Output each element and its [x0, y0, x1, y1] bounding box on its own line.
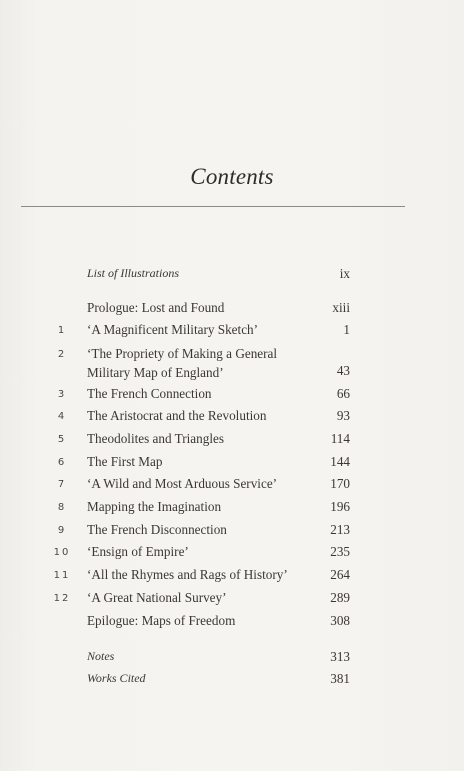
entry-page-number: 170: [330, 476, 350, 491]
entry-page-number: 196: [330, 499, 350, 514]
chapter-number: 4: [57, 411, 67, 422]
entry-title: Mapping the Imagination: [87, 499, 222, 514]
entry-page-number: 308: [330, 613, 350, 628]
entry-page-number: 66: [336, 386, 350, 401]
entry-page-number: 289: [330, 590, 350, 605]
chapter-number: 3: [57, 389, 67, 400]
chapter-number: 11: [53, 570, 71, 581]
chapter-number: 10: [53, 547, 71, 558]
entry-title: ‘A Wild and Most Arduous Service’: [87, 476, 278, 491]
entry-page-number: ix: [339, 266, 350, 281]
entry-page-number: xiii: [332, 300, 350, 315]
title-divider: [21, 206, 405, 207]
entry-title: ‘A Magnificent Military Sketch’: [87, 322, 259, 337]
entry-title: Theodolites and Triangles: [87, 431, 224, 446]
entry-title: ‘Ensign of Empire’: [87, 544, 189, 559]
entry-title: Notes: [87, 649, 115, 663]
entry-title: The French Disconnection: [87, 522, 227, 537]
chapter-number: 2: [57, 349, 67, 360]
entry-page-number: 93: [336, 408, 350, 423]
entry-page-number: 264: [330, 567, 350, 582]
page-title: Contents: [190, 164, 274, 189]
entry-page-number: 114: [330, 431, 350, 446]
entry-title: List of Illustrations: [87, 266, 180, 280]
chapter-number: 7: [57, 479, 67, 490]
chapter-number: 8: [57, 502, 67, 513]
entry-title: Prologue: Lost and Found: [87, 300, 225, 315]
entry-page-number: 43: [336, 363, 350, 378]
chapter-number: 9: [57, 525, 67, 536]
entry-title: The First Map: [87, 454, 163, 469]
entry-title: Works Cited: [87, 671, 146, 685]
entry-title: ‘All the Rhymes and Rags of History’: [87, 567, 288, 582]
chapter-number: 12: [53, 593, 71, 604]
entry-title: Epilogue: Maps of Freedom: [87, 613, 236, 628]
entry-page-number: 235: [330, 544, 350, 559]
chapter-number: 5: [57, 434, 67, 445]
entry-title: ‘The Propriety of Making a General Military Map of England’: [87, 346, 278, 380]
chapter-number: 6: [57, 457, 67, 468]
entry-title: ‘A Great National Survey’: [87, 590, 227, 605]
entry-page-number: 144: [330, 454, 350, 469]
entry-title: The French Connection: [87, 386, 212, 401]
entry-page-number: 381: [330, 671, 350, 686]
entry-page-number: 1: [343, 322, 350, 337]
chapter-number: 1: [57, 325, 67, 336]
entry-page-number: 213: [330, 522, 350, 537]
entry-title: The Aristocrat and the Revolution: [87, 408, 267, 423]
entry-page-number: 313: [330, 649, 350, 664]
